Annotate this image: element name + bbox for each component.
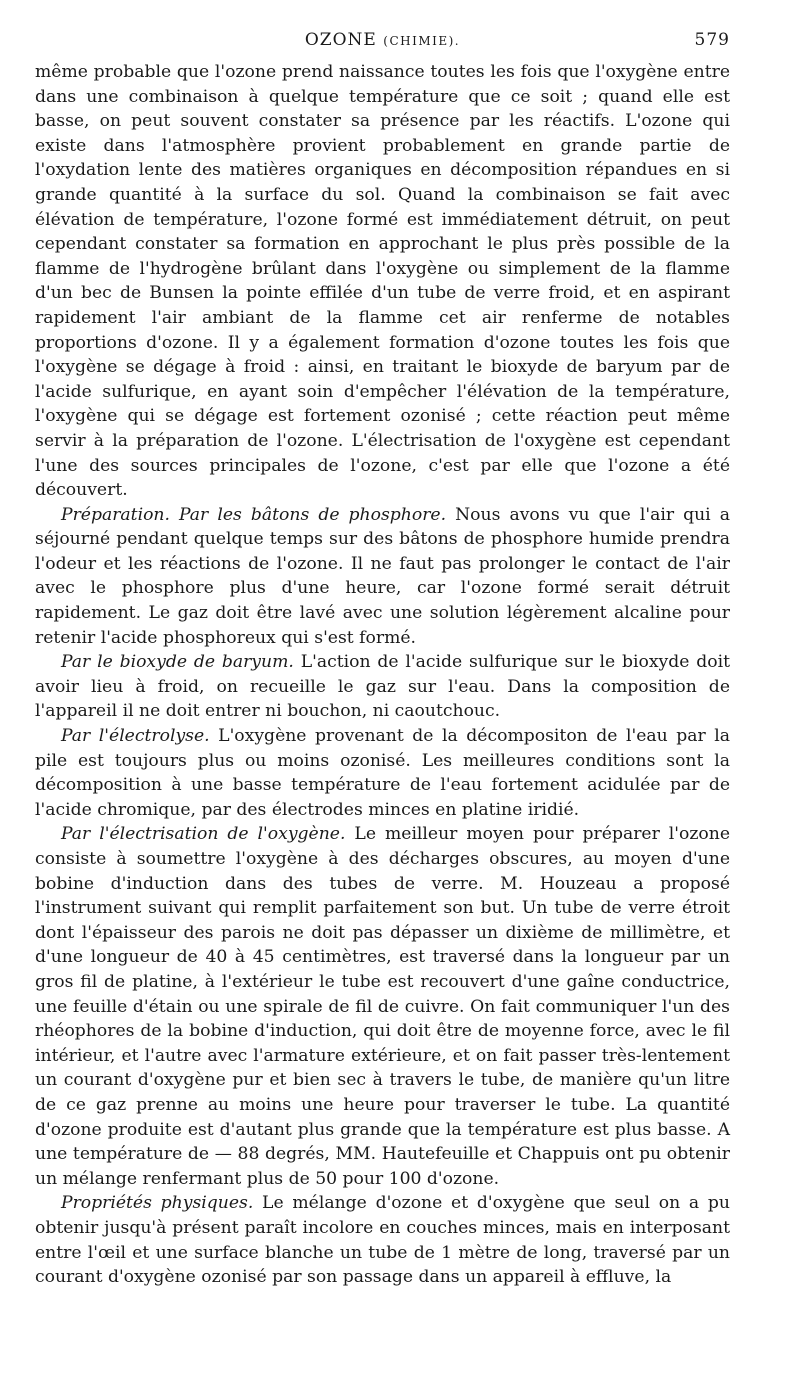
section-heading: Par l'électrisation de l'oxygène. <box>61 824 346 845</box>
paragraph-electrisation <box>35 822 730 1191</box>
paragraph-electrolyse <box>35 724 730 822</box>
running-title <box>35 30 730 50</box>
section-heading: Par le bioxyde de baryum. <box>61 652 294 673</box>
paragraph-text: L'action de l'acide sulfurique sur le bioxyde doit avoir lieu à froid, on recueille le gaz sur l'eau. Dans la composition de l'appareil il ne doit entrer ni bouchon, ni caoutchouc. <box>35 652 731 722</box>
page-number: 579 <box>694 30 730 50</box>
paragraph-text: même probable que l'ozone prend naissance toutes les fois que l'oxygène entre dans une combinaison à quelque température que ce soit ; quand elle est basse, on peut souvent constater sa présence par les réactifs. L'ozone qui existe dans l'atmosphère provient probablement en grande partie de l'oxydation lente des matières organiques en décomposition répandues en si grande quantité à la surface du sol. Quand la combinaison se fait avec élévation de température, l'ozone formé est immédiatement détruit, on peut cependant constater sa formation en approchant le plus près possible de la flamme de l'hydrogène brûlant dans l'oxygène ou simplement de la flamme d'un bec de Bunsen la pointe effilée d'un tube de verre froid, et en aspirant rapidement l'air ambiant de la flamme cet air renferme de notables proportions d'ozone. Il y a également formation d'ozone toutes les fois que l'oxygène se dégage à froid : ainsi, en traitant le bioxyde de baryum par de l'acide sulfurique, en ayant soin d'empêcher l'élévation de la température, l'oxygène qui se dégage est fortement ozonisé ; cette réaction peut même servir à la préparation de l'ozone. L'électrisation de l'oxygène est cependant l'une des sources principales de l'ozone, c'est par elle que l'ozone a été découvert. <box>35 62 730 501</box>
section-heading: Par l'électrolyse. <box>61 726 210 747</box>
header-title: OZONE <box>304 30 377 50</box>
body-text <box>35 60 730 1290</box>
paragraph-bioxyde-baryum <box>35 650 730 724</box>
paragraph-intro <box>35 60 730 503</box>
paragraph-text: Le meilleur moyen pour préparer l'ozone consiste à soumettre l'oxygène à des décharges obscures, au moyen d'une bobine d'induction dans des tubes de verre. M. Houzeau a proposé l'instrument suivant qui remplit parfaitement son but. Un tube de verre étroit dont l'épaisseur des parois ne doit pas dépasser un dixième de millimètre, et d'une longueur de 40 à 45 centimètres, est traversé dans la longueur par un gros fil de platine, à l'extérieur le tube est recouvert d'une gaîne conductrice, une feuille d'étain ou une spirale de fil de cuivre. On fait communiquer l'un des rhéophores de la bobine d'induction, qui doit être de moyenne force, avec le fil intérieur, et l'autre avec l'armature extérieure, et on fait passer très-lentement un courant d'oxygène pur et bien sec à travers le tube, de manière qu'un litre de ce gaz prenne au moins une heure pour traverser le tube. La quantité d'ozone produite est d'autant plus grande que la température est plus basse. A une température de — 88 degrés, MM. Hautefeuille et Chappuis ont pu obtenir un mélange renfermant plus de 50 pour 100 d'ozone. <box>35 824 730 1189</box>
section-heading: Préparation. Par les bâtons de phosphore. <box>61 504 447 525</box>
section-heading: Propriétés physiques. <box>61 1193 254 1214</box>
paragraph-text: L'oxygène provenant de la décompositon de l'eau par la pile est toujours plus ou moins ozonisé. Les meilleures conditions sont la décomposition à une basse température de l'eau fortement acidulée par de l'acide chromique, par des électrodes minces en platine iridié. <box>35 726 730 820</box>
running-head <box>35 30 730 60</box>
paragraph-proprietes-physiques <box>35 1191 730 1289</box>
paragraph-text: Le mélange d'ozone et d'oxygène que seul on a pu obtenir jusqu'à présent paraît incolore en couches minces, mais en interposant entre l'œil et une surface blanche un tube de 1 mètre de long, traversé par un courant d'oxygène ozonisé par son passage dans un appareil à effluve, la <box>35 1193 730 1288</box>
paragraph-preparation-phosphore <box>35 503 730 651</box>
paragraph-text: Nous avons vu que l'air qui a séjourné pendant quelque temps sur des bâtons de phosphore humide prendra l'odeur et les réactions de l'ozone. Il ne faut pas prolonger le contact de l'air avec le phosphore plus d'une heure, car l'ozone formé serait détruit rapidement. Le gaz doit être lavé avec une solution légèrement alcaline pour retenir l'acide phosphoreux qui s'est formé. <box>35 504 730 648</box>
header-subtitle: (CHIMIE). <box>383 34 461 48</box>
